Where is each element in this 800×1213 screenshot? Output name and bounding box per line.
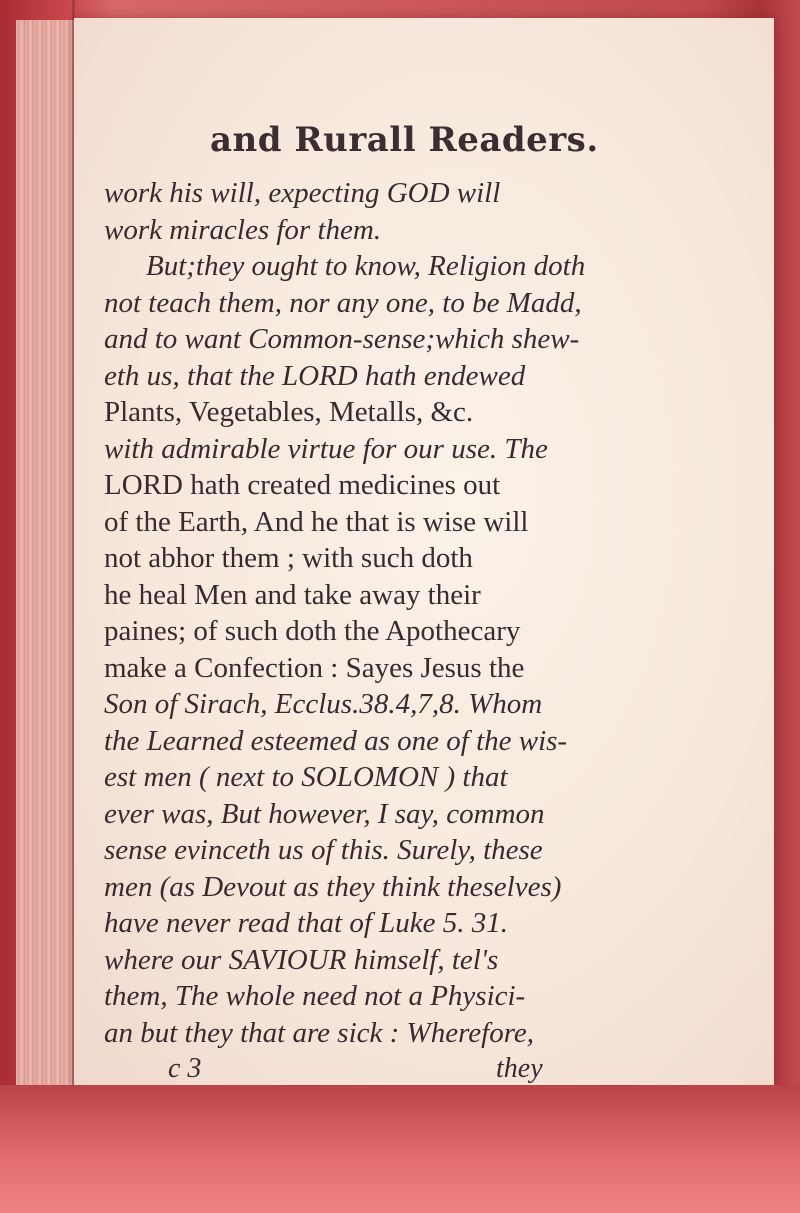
text-line: with admirable virtue for our use. The: [104, 432, 548, 465]
bottom-backdrop: [0, 1085, 800, 1213]
text-line: work miracles for them.: [104, 213, 382, 246]
text-line: them, The whole need not a Physici-: [104, 980, 526, 1012]
text-line: make a Confection : Sayes Jesus the: [104, 651, 525, 684]
text-line: But;they ought to know, Religion doth: [146, 250, 586, 282]
text-line: paines; of such doth the Apothecary: [104, 615, 521, 647]
footer-line: [104, 1051, 754, 1087]
text-line: have never read that of Luke 5. 31.: [104, 907, 509, 939]
text-line: eth us, that the LORD hath endewed: [104, 359, 526, 392]
text-line: ever was, But however, I say, common: [104, 797, 545, 830]
text-line: not abhor them ; with such doth: [104, 542, 473, 574]
text-line: of the Earth, And he that is wise will: [104, 505, 529, 538]
text-line: and to want Common-sense;which shew-: [104, 323, 580, 355]
text-line: the Learned esteemed as one of the wis-: [104, 724, 568, 757]
text-line: LORD hath created medicines out: [104, 469, 501, 501]
text-line: where our SAVIOUR himself, tel's: [104, 943, 499, 976]
text-line: an but they that are sick : Wherefore,: [104, 1016, 535, 1049]
text-line: Plants, Vegetables, Metalls, &c.: [104, 396, 474, 428]
text-line: Son of Sirach, Ecclus.38.4,7,8. Whom: [104, 688, 543, 720]
text-line: est men ( next to SOLOMON ) that: [104, 761, 508, 793]
page-edges: [16, 20, 74, 1090]
text-line: he heal Men and take away their: [104, 578, 481, 611]
signature-mark: c 3: [168, 1053, 202, 1084]
text-line: not teach them, nor any one, to be Madd,: [104, 286, 582, 319]
text-line: men (as Devout as they think theselves): [104, 870, 562, 903]
catchword: they: [496, 1053, 543, 1084]
body-text: [104, 175, 754, 1087]
text-line: sense evinceth us of this. Surely, these: [104, 834, 543, 866]
running-head: and Rurall Readers.: [210, 120, 599, 160]
text-line: work his will, expecting GOD will: [104, 177, 501, 209]
